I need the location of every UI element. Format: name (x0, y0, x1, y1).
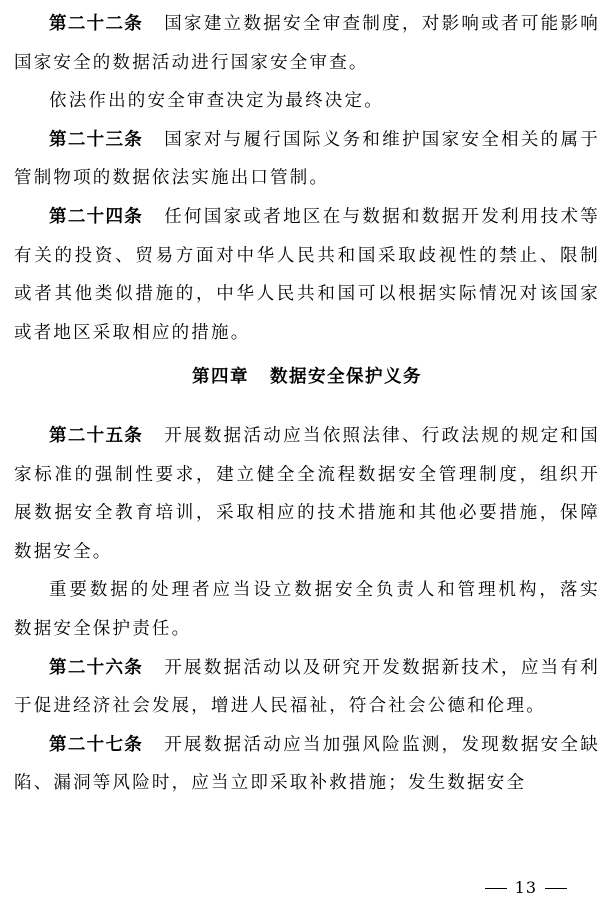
article-22-label: 第二十二条 (49, 14, 144, 34)
article-25-second-paragraph (14, 571, 600, 648)
article-23-text: 国家对与履行国际义务和维护国家安全相关的属于管制物项的数据依法实施出口管制。 (14, 129, 600, 189)
chapter-title: 数据安全保护义务 (270, 367, 422, 388)
article-24-text: 任何国家或者地区在与数据和数据开发利用技术等有关的投资、贸易方面对中华人民共和国采取歧视性的禁止、限制或者其他类似措施的，中华人民共和国可以根据实际情况对该国家或者地区采取相应的措施。 (14, 206, 600, 343)
article-26-text: 开展数据活动以及研究开发数据新技术，应当有利于促进经济社会发展，增进人民福祉，符合社会公德和伦理。 (14, 657, 600, 717)
page-number-value: 13 (514, 878, 537, 897)
article-24-label: 第二十四条 (49, 206, 144, 227)
page-number-right-dash (545, 888, 567, 889)
article-27-label: 第二十七条 (49, 734, 144, 755)
page-number-left-dash (485, 888, 507, 889)
article-26-paragraph (14, 649, 600, 726)
article-26-label: 第二十六条 (49, 657, 144, 678)
document-page (14, 0, 600, 907)
article-27-text: 开展数据活动应当加强风险监测，发现数据安全缺陷、漏洞等风险时，应当立即采取补救措施；发生数据安全 (14, 734, 600, 794)
article-22-paragraph (14, 5, 600, 82)
chapter-number: 第四章 (192, 367, 249, 388)
article-25-text: 开展数据活动应当依照法律、行政法规的规定和国家标准的强制性要求，建立健全全流程数据安全管理制度，组织开展数据安全教育培训，采取相应的技术措施和其他必要措施，保障数据安全。 (14, 425, 600, 562)
article-22-second-paragraph (14, 82, 600, 121)
article-25-second-text: 重要数据的处理者应当设立数据安全负责人和管理机构，落实数据安全保护责任。 (14, 580, 600, 639)
article-25-label: 第二十五条 (49, 425, 144, 446)
article-24-paragraph (14, 198, 600, 352)
article-27-paragraph (14, 726, 600, 803)
article-22-second-text: 依法作出的安全审查决定为最终决定。 (49, 91, 384, 112)
article-25-paragraph (14, 417, 600, 571)
article-23-label: 第二十三条 (49, 129, 144, 150)
article-23-paragraph (14, 121, 600, 198)
page-number (477, 878, 575, 897)
article-22-text: 国家建立数据安全审查制度，对影响或者可能影响国家安全的数据活动进行国家安全审查。 (14, 14, 600, 73)
chapter-heading (14, 358, 600, 397)
